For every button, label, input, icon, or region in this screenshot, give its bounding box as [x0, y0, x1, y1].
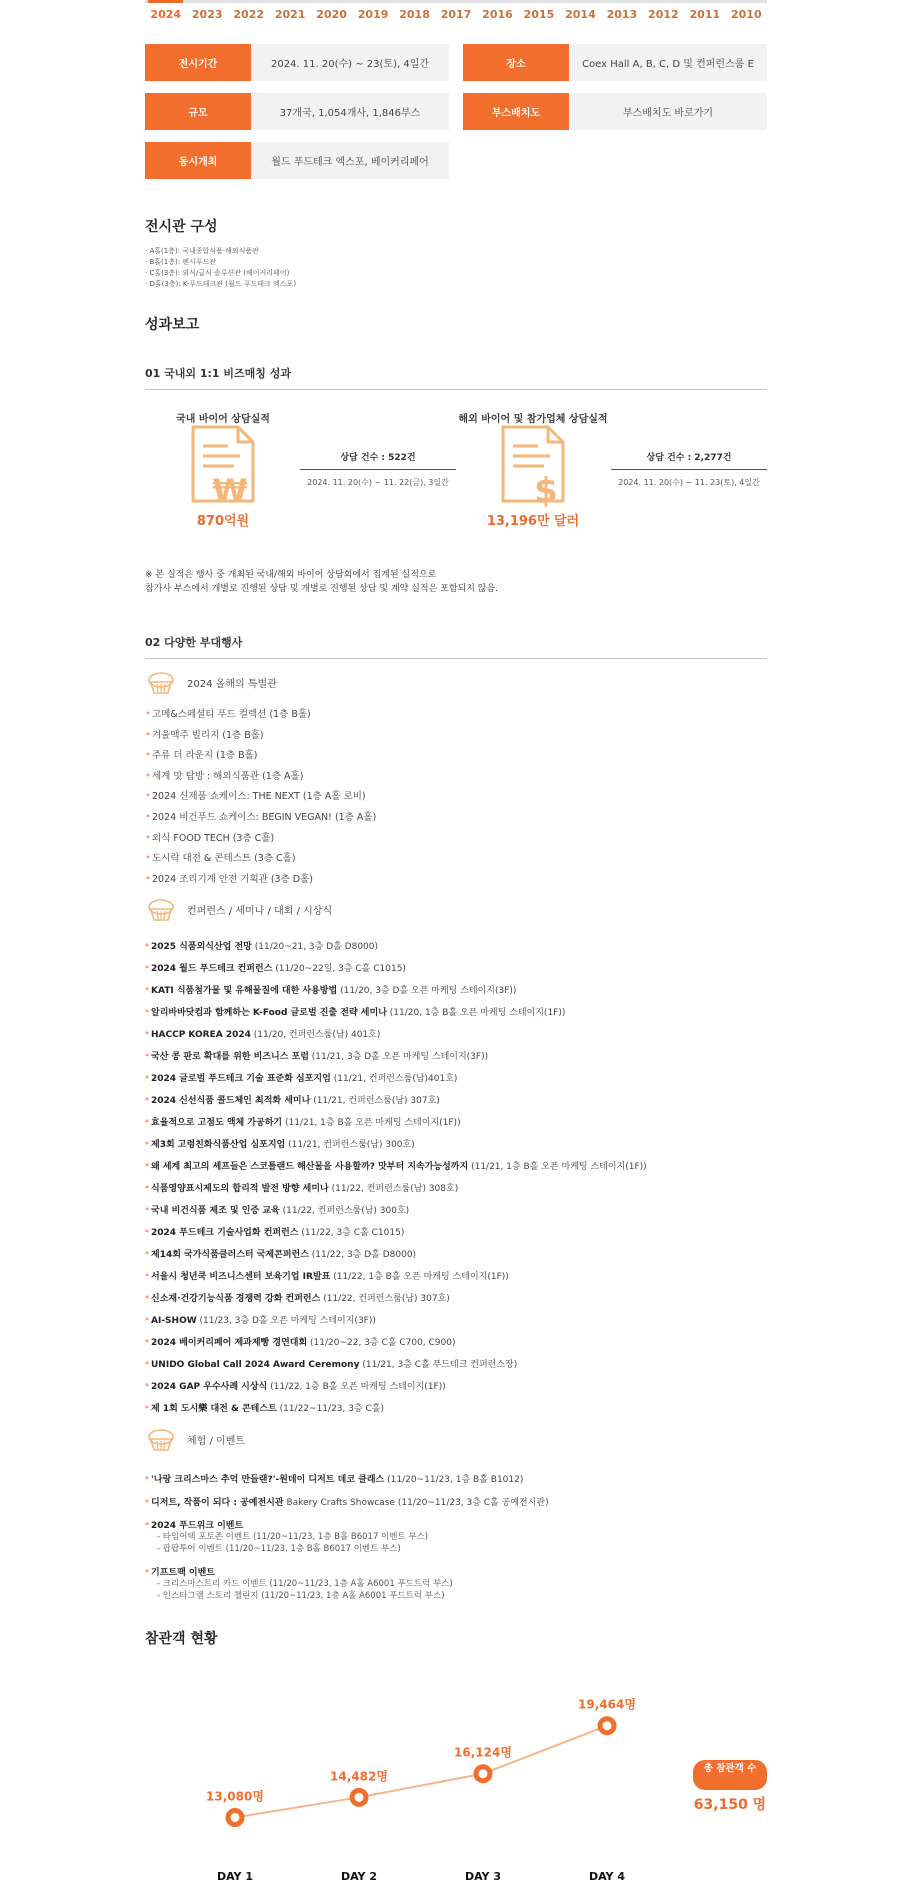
bullet-star: *: [146, 833, 150, 843]
info-booth-map[interactable]: [463, 93, 767, 130]
bullet-star: *: [145, 1228, 149, 1238]
conference-item: [145, 1376, 767, 1398]
year-tab-2018[interactable]: 2018: [399, 8, 430, 21]
year-tab-2017[interactable]: 2017: [440, 8, 472, 21]
conference-name: 2024 신선식품 콜드체인 최적화 세미나: [151, 1096, 311, 1107]
experience-name: 2024 푸드위크 이벤트: [151, 1521, 244, 1532]
halls-list: [145, 246, 767, 290]
conference-detail: (11/21, 3층 C홀 푸드테크 컨퍼런스장): [362, 1360, 518, 1371]
visitors-data-label: 16,124명: [454, 1746, 512, 1761]
conference-item: [145, 1134, 767, 1156]
experience-item: [145, 1565, 767, 1602]
bullet-star: *: [145, 1250, 149, 1260]
svg-text:$: $: [534, 471, 558, 511]
year-tab-2015[interactable]: 2015: [523, 8, 555, 21]
year-tab-2013[interactable]: 2013: [606, 8, 638, 21]
visitors-data-label: 19,464명: [578, 1698, 636, 1713]
conference-detail: (11/22, 1층 B홀 오픈 마케팅 스테이지(1F)): [270, 1382, 446, 1393]
visitors-category-label: DAY 1: [216, 1870, 254, 1884]
conference-name: 제14회 국가식품클러스터 국제콘퍼런스: [151, 1250, 309, 1261]
bullet-star: *: [145, 1294, 149, 1304]
special-hall-item: [146, 705, 767, 726]
exhibition-info: [145, 44, 767, 179]
bullet-star: *: [145, 986, 149, 996]
overseas-label: 해외 바이어 및 참가업체 상담실적: [458, 414, 608, 425]
conference-item: [145, 1222, 767, 1244]
special-hall-item: [146, 849, 767, 870]
bullet-star: *: [146, 854, 150, 864]
experience-detail: (11/20~11/23, 1층 B홀 B1012): [387, 1475, 524, 1486]
conference-item: [145, 1046, 767, 1068]
bullet-star: *: [145, 1074, 149, 1084]
conference-name: 국내 비건식품 제조 및 인증 교육: [151, 1206, 280, 1217]
conference-name: 식품영양표시제도의 합리적 발전 방향 세미나: [151, 1184, 329, 1195]
experience-item: [145, 1472, 767, 1485]
experience-name: 기프트팩 이벤트: [151, 1568, 215, 1579]
year-tab-2010[interactable]: 2010: [730, 8, 762, 21]
special-hall-item: [146, 787, 767, 808]
experience-sub-item: - 인스타그램 스토리 챌린지 (11/20~11/23, 1층 A홀 A6001 푸드트럭 부스): [157, 1591, 445, 1602]
conference-item: [145, 1112, 767, 1134]
experience-list: [145, 1472, 767, 1602]
experience-detail: Bakery Crafts Showcase (11/20~11/23, 3층 C홀 공예전시관): [286, 1498, 549, 1509]
biz-matching-title: 01 국내외 1:1 비즈매칭 성과: [145, 365, 767, 390]
conference-detail: (11/20~22, 3층 C홀 C700, C900): [310, 1338, 456, 1349]
conference-detail: (11/21, 컨퍼런스룸(남)401호): [333, 1074, 458, 1085]
visitors-point: [228, 1811, 242, 1825]
special-hall-item: [146, 726, 767, 747]
special-hall-text: 주류 더 라운지 (1층 B홀): [152, 750, 258, 762]
special-hall-text: 고메&스페셜티 푸드 컬렉션 (1층 B홀): [152, 709, 311, 720]
conference-detail: (11/22~11/23, 3층 C홀): [279, 1404, 385, 1415]
svg-text:₩: ₩: [212, 472, 248, 510]
bullet-star: *: [145, 1030, 149, 1040]
bullet-star: *: [146, 792, 150, 802]
special-hall-item: [146, 746, 767, 767]
year-tab-2011[interactable]: 2011: [689, 8, 721, 21]
conference-name: 제 1회 도시樂 대전 & 콘테스트: [151, 1404, 277, 1415]
conference-item: [145, 1244, 767, 1266]
total-visitors-badge: 총 참관객 수: [693, 1760, 767, 1790]
year-tabs: [145, 0, 767, 30]
conference-name: 왜 세계 최고의 셰프들은 스코틀랜드 해산물을 사용할까? 맛부터 지속가능성까지: [151, 1162, 469, 1173]
experience-sub-item: - 크리스마스트리 카드 이벤트 (11/20~11/23, 1층 A홀 A6001 푸드트럭 부스): [157, 1579, 453, 1590]
visitors-category-label: DAY 2: [340, 1870, 378, 1884]
year-tab-2020[interactable]: 2020: [316, 8, 347, 21]
info-period: [145, 44, 449, 81]
domestic-label: 국내 바이어 상담실적: [176, 414, 270, 425]
info-venue: [463, 44, 767, 81]
conference-item: [145, 1090, 767, 1112]
overseas-amount: 13,196만 달러: [486, 514, 580, 529]
conference-detail: (11/20~22일, 3층 C홀 C1015): [275, 964, 406, 975]
events-title: 02 다양한 부대행사: [145, 634, 767, 659]
bullet-star: *: [145, 942, 149, 952]
report-title: 성과보고: [145, 317, 200, 333]
page: [145, 0, 767, 1888]
year-tab-2021[interactable]: 2021: [274, 8, 306, 21]
conference-item: [145, 1398, 767, 1420]
bullet-star: *: [145, 1316, 149, 1326]
bullet-star: *: [146, 812, 150, 822]
hall-item: · A홀(1층): 국내종합식품·해외식품관: [145, 247, 259, 255]
booth-map-link[interactable]: 부스배치도 바로가기: [569, 93, 767, 130]
conference-item: [145, 1002, 767, 1024]
overseas-date: 2024. 11. 20(수) ~ 11. 23(토), 4일간: [618, 478, 760, 487]
info-value: 37개국, 1,054개사, 1,846부스: [251, 93, 449, 130]
bullet-star: *: [145, 1008, 149, 1018]
conference-item: [145, 980, 767, 1002]
conference-detail: (11/20, 컨퍼런스룸(남) 401호): [253, 1030, 381, 1041]
visitors-data-label: 14,482명: [330, 1769, 388, 1784]
domestic-date: 2024. 11. 20(수) ~ 11. 22(금), 3일간: [307, 478, 449, 487]
year-tab-2022[interactable]: 2022: [233, 8, 264, 21]
conference-name: 서울시 청년쿡 비즈니스센터 보육기업 IR발표: [151, 1272, 331, 1283]
conference-item: [145, 1068, 767, 1090]
conference-name: 국산 콩 판로 확대를 위한 비즈니스 포럼: [151, 1052, 309, 1063]
conference-detail: (11/21, 3층 D홀 오픈 마케팅 스테이지(3F)): [311, 1052, 489, 1063]
experience-name: '나랑 크리스마스 추억 만들랜?'-원데이 디저트 데코 클래스: [151, 1475, 385, 1486]
visitors-point: [476, 1767, 490, 1781]
visitors-series-line: [235, 1726, 607, 1818]
experience-header: [145, 1424, 767, 1454]
overseas-info: [611, 450, 767, 488]
bullet-star: *: [145, 1140, 149, 1150]
total-visitors-value: 63,150 명: [693, 1797, 767, 1814]
year-tab-2016[interactable]: 2016: [482, 8, 513, 21]
conference-item: [145, 1024, 767, 1046]
biz-note: [145, 568, 767, 596]
bullet-star: *: [145, 1521, 149, 1531]
bullet-star: *: [145, 1568, 149, 1578]
conference-detail: (11/22, 컨퍼런스룸(남) 307호): [323, 1294, 450, 1305]
conference-item: [145, 1200, 767, 1222]
bullet-star: *: [146, 874, 150, 884]
conference-item: [145, 1332, 767, 1354]
bullet-star: *: [145, 1360, 149, 1370]
conference-name: 효율적으로 고점도 액체 가공하기: [151, 1118, 283, 1129]
special-hall-text: 세계 맛 탐방 : 해외식품관 (1층 A홀): [152, 770, 304, 782]
conference-name: UNIDO Global Call 2024 Award Ceremony: [151, 1360, 360, 1371]
experience-sub-item: - 팝팝투어 이벤트 (11/20~11/23, 1층 B홀 B6017 이벤트 부스): [157, 1544, 401, 1555]
year-tab-2023[interactable]: 2023: [191, 8, 223, 21]
special-hall-text: 겨울맥주 빌리지 (1층 B홀): [152, 729, 264, 741]
experience-row: [145, 1472, 767, 1485]
note-line: 참가사 부스에서 개별로 진행된 상담 및 개별로 진행된 상담 및 계약 실적은 포함되지 않음.: [145, 584, 499, 594]
bullet-star: *: [145, 1498, 149, 1508]
hall-item: · B홀(1층): 펜시푸드관: [145, 258, 217, 266]
experience-sub-item: - 타임어택 포토존 이벤트 (11/20~11/23, 1층 B홀 B6017 이벤트 부스): [157, 1532, 429, 1543]
special-hall-text: 2024 신제품 쇼케이스: THE NEXT (1층 A홀 로비): [152, 791, 366, 803]
info-value: Coex Hall A, B, C, D 및 컨퍼런스룸 E: [569, 44, 767, 81]
conference-detail: (11/22, 3층 C홀 C1015): [301, 1228, 405, 1239]
conference-name: 2024 푸드테크 기술사업화 컨퍼런스: [151, 1228, 299, 1239]
bullet-star: *: [145, 1162, 149, 1172]
experience-item: [145, 1495, 767, 1508]
special-hall-item: [146, 870, 767, 891]
visitors-data-label: 13,080명: [206, 1789, 264, 1804]
conference-name: 신소재·건강기능식품 경쟁력 강화 컨퍼런스: [151, 1294, 321, 1305]
conference-name: 2024 월드 푸드테크 컨퍼런스: [151, 964, 273, 975]
domestic-amount: 870억원: [196, 514, 250, 529]
special-hall-text: 외식 FOOD TECH (3층 C홀): [152, 832, 275, 844]
info-value: 2024. 11. 20(수) ~ 23(토), 4일간: [251, 44, 449, 81]
bullet-star: *: [145, 1206, 149, 1216]
experience-row: [145, 1565, 767, 1578]
special-hall-item: [146, 808, 767, 829]
experience-label: 체험 / 이벤트: [187, 1435, 246, 1447]
info-key: 동시개최: [145, 142, 251, 179]
conference-detail: (11/21, 1층 B홀 오픈 마케팅 스테이지(1F)): [285, 1118, 461, 1129]
year-tab-2012[interactable]: 2012: [648, 8, 679, 21]
domestic-document-icon: [190, 424, 256, 510]
conference-item: [145, 1310, 767, 1332]
bullet-star: *: [146, 710, 150, 719]
special-halls-list: [146, 705, 767, 890]
visitors-chart: [145, 1668, 767, 1888]
special-hall-text: 도시락 대전 & 콘테스트 (3층 C홀): [152, 853, 296, 865]
experience-item: [145, 1518, 767, 1555]
special-hall-text: 2024 비건푸드 쇼케이스: BEGIN VEGAN! (1층 A홀): [152, 811, 377, 823]
conference-name: 2025 식품외식산업 전망: [151, 942, 252, 953]
conference-detail: (11/21, 1층 B홀 오픈 마케팅 스테이지(1F)): [471, 1162, 647, 1173]
conference-detail: (11/20~21, 3층 D홀 D8000): [254, 942, 379, 953]
conference-item: [145, 1288, 767, 1310]
special-halls-header: [145, 667, 767, 697]
year-tab-2019[interactable]: 2019: [357, 8, 389, 21]
overseas-document-icon: [500, 424, 566, 511]
special-hall-item: [146, 767, 767, 788]
conference-item: [145, 1266, 767, 1288]
overseas-count: 상담 건수 : 2,277건: [611, 450, 767, 470]
conference-name: HACCP KOREA 2024: [151, 1030, 251, 1041]
bullet-star: *: [145, 1052, 149, 1062]
conference-detail: (11/20, 1층 B홀 오픈 마케팅 스테이지(1F)): [389, 1008, 566, 1019]
special-hall-item: [146, 829, 767, 850]
hall-item: · C홀(3층): 외식/급식 솔루션관 (베이커리페어): [145, 269, 290, 277]
bullet-star: *: [145, 1338, 149, 1348]
conference-name: KATI 식품첨가물 및 유해물질에 대한 사용방법: [151, 986, 338, 997]
info-value: 월드 푸드테크 엑스포, 베이커리페어: [251, 142, 449, 179]
conference-detail: (11/23, 3층 D홀 오픈 마케팅 스테이지(3F)): [199, 1316, 376, 1327]
conference-header: [145, 894, 767, 924]
visitors-category-label: DAY 3: [464, 1870, 502, 1884]
conference-item: [145, 1156, 767, 1178]
cupcake-icon: [145, 668, 177, 696]
bullet-star: *: [146, 730, 150, 740]
conference-detail: (11/22, 1층 B홀 오픈 마케팅 스테이지(1F)): [333, 1272, 509, 1283]
note-line: ※ 본 실적은 행사 중 개최된 국내/해외 바이어 상담회에서 집계된 실적으로: [145, 570, 437, 580]
special-halls-label: 2024 올해의 특별관: [187, 678, 277, 690]
conference-detail: (11/22, 3층 D홀 D8000): [311, 1250, 417, 1261]
conference-item: [145, 1178, 767, 1200]
conference-item: [145, 958, 767, 980]
info-key: 전시기간: [145, 44, 251, 81]
bullet-star: *: [145, 1184, 149, 1194]
conference-detail: (11/20, 3층 D홀 오픈 마케팅 스테이지(3F)): [340, 986, 517, 997]
info-key: 규모: [145, 93, 251, 130]
conference-item: [145, 936, 767, 958]
cupcake-icon: [145, 1425, 177, 1453]
conference-detail: (11/22, 컨퍼런스룸(남) 308호): [331, 1184, 459, 1195]
conference-name: 2024 글로벌 푸드테크 기술 표준화 심포지엄: [151, 1074, 331, 1085]
special-hall-text: 2024 조리기계 안전 기획관 (3층 D홀): [152, 873, 313, 885]
bullet-star: *: [145, 1272, 149, 1282]
bullet-star: *: [145, 1475, 149, 1485]
domestic-info: [300, 450, 456, 488]
visitors-line-chart: [145, 1668, 685, 1888]
bullet-star: *: [145, 1382, 149, 1392]
visitors-point: [352, 1791, 366, 1805]
conference-detail: (11/21, 컨퍼런스룸(남) 307호): [313, 1096, 440, 1107]
domestic-count: 상담 건수 : 522건: [300, 450, 456, 470]
conference-list: [145, 936, 767, 1420]
experience-name: 디저트, 작품이 되다 : 공예전시관: [151, 1498, 284, 1509]
bullet-star: *: [145, 1096, 149, 1106]
conference-detail: (11/22, 컨퍼런스룸(남) 300호): [282, 1206, 410, 1217]
biz-results: [145, 410, 767, 560]
conference-name: 알리바바닷컴과 함께하는 K-Food 글로벌 진출 전략 세미나: [151, 1008, 387, 1019]
halls-title: 전시관 구성: [145, 219, 218, 235]
info-concurrent: [145, 142, 449, 179]
experience-row: [145, 1518, 767, 1531]
bullet-star: *: [146, 751, 150, 761]
year-tab-2024[interactable]: 2024: [145, 3, 186, 30]
visitors-point: [600, 1719, 614, 1733]
hall-item: · D홀(3층): K-푸드테크관 (월드 푸드테크 엑스포): [145, 280, 297, 288]
conference-name: 2024 GAP 우수사례 시상식: [151, 1382, 268, 1393]
info-key: 장소: [463, 44, 569, 81]
info-scale: [145, 93, 449, 130]
bullet-star: *: [145, 1404, 149, 1414]
bullet-star: *: [145, 964, 149, 974]
experience-row: [145, 1495, 767, 1508]
year-tab-2014[interactable]: 2014: [565, 8, 596, 21]
visitors-category-label: DAY 4: [588, 1870, 626, 1884]
conference-label: 컨퍼런스 / 세미나 / 대회 / 시상식: [187, 905, 333, 917]
bullet-star: *: [145, 1118, 149, 1128]
conference-name: 제3회 고령친화식품산업 심포지엄: [151, 1140, 286, 1151]
cupcake-icon: [145, 895, 177, 923]
conference-detail: (11/21, 컨퍼런스룸(남) 300호): [288, 1140, 415, 1151]
conference-item: [145, 1354, 767, 1376]
visitors-title: 참관객 현황: [145, 1631, 218, 1648]
info-key: 부스배치도: [463, 93, 569, 130]
bullet-star: *: [146, 771, 150, 781]
conference-name: 2024 베이커리페어 제과제빵 경연대회: [151, 1338, 308, 1349]
conference-name: AI-SHOW: [151, 1316, 197, 1327]
